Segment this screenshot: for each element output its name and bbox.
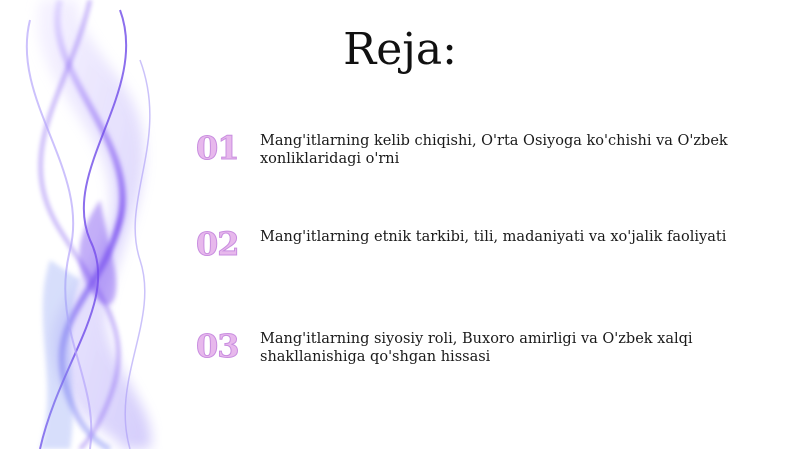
agenda-item	[196, 128, 776, 188]
slide-title: Reja:	[343, 24, 457, 75]
agenda-item-number: 03	[196, 327, 239, 365]
agenda-item-number: 01	[196, 129, 239, 167]
agenda-item-text: Mang'itlarning siyosiy roli, Buxoro amirligi va O'zbek xalqi shakllanishiga qo'shgan hissasi	[260, 331, 693, 365]
agenda-item	[196, 224, 776, 284]
agenda-item-text: Mang'itlarning kelib chiqishi, O'rta Osiyoga ko'chishi va O'zbek xonliklaridagi o'rni	[260, 133, 728, 167]
agenda-item-number: 02	[196, 225, 239, 263]
agenda-item-text: Mang'itlarning etnik tarkibi, tili, madaniyati va xo'jalik faoliyati	[260, 229, 727, 245]
purple-smoke-decoration	[0, 0, 200, 449]
agenda-item	[196, 326, 776, 386]
